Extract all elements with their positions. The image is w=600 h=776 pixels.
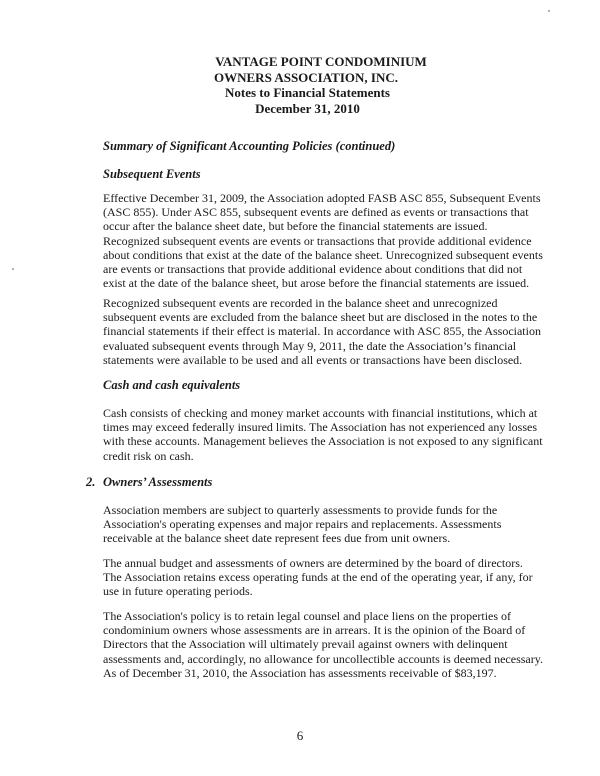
scan-speck <box>548 10 550 12</box>
paragraph-text: Recognized subsequent events are recorded in the balance sheet and unrecognized subsequent events are excluded from the balance sheet but are disclosed in the notes to the financial statements if their effect is material. In accordance with ASC 855, the Association evaluated subsequent events through May 9, 2011, the date the Association’s financial statements were available to be used and all events or transactions have been disclosed. <box>103 296 541 367</box>
document-header <box>0 54 600 116</box>
statement-date: December 31, 2010 <box>255 100 360 116</box>
paragraph-text: Cash consists of checking and money market accounts with financial institutions, which at times may exceed federally insured limits. The Association has not experienced any losses with these accounts. Management believes the Association is not exposed to any significant credit risk on cash. <box>103 406 543 463</box>
owners-paragraph-3 <box>103 609 543 680</box>
paragraph-text: Association members are subject to quarterly assessments to provide funds for the Association's operating expenses and major repairs and replacements. Assessments receivable at the balance sheet date represent fees due from unit owners. <box>103 503 502 546</box>
owners-assessments-heading: Owners’ Assessments <box>103 475 213 489</box>
owners-paragraph-2 <box>103 556 543 599</box>
summary-heading: Summary of Significant Accounting Policies (continued) <box>103 139 396 153</box>
subsequent-events-heading: Subsequent Events <box>103 167 201 181</box>
scan-speck <box>12 268 14 270</box>
cash-paragraph <box>103 406 543 463</box>
org-name-line1: VANTAGE POINT CONDOMINIUM <box>215 54 427 69</box>
statement-title: Notes to Financial Statements <box>224 85 390 100</box>
owners-paragraph-1 <box>103 503 543 546</box>
section-number: 2. <box>86 475 96 489</box>
subsequent-events-paragraph-1 <box>103 191 543 290</box>
org-name-line2: OWNERS ASSOCIATION, INC. <box>214 69 398 85</box>
paragraph-text: Effective December 31, 2009, the Association adopted FASB ASC 855, Subsequent Events (ASC 855). Under ASC 855, subsequent events are defined as events or transactions that occur after the balance sheet date, but before the financial statements are issued. Recognized subsequent events are events or transactions that provide additional evidence about conditions that exist at the date of the balance sheet. Unrecognized subsequent events are events or transactions that provide additional evidence about conditions that did not exist at the date of the balance sheet, but arose before the financial statements are issued. <box>103 191 543 291</box>
cash-heading: Cash and cash equivalents <box>103 378 241 392</box>
page-number: 6 <box>296 728 304 743</box>
paragraph-text: The Association's policy is to retain legal counsel and place liens on the properties of condominium owners whose assessments are in arrears. It is the opinion of the Board of Directors that the Association will ultimately prevail against owners with delinquent assessments and, accordingly, no allowance for uncollectible accounts is deemed necessary. As of December 31, 2010, the Association has assessments receivable of $83,197. <box>103 609 543 680</box>
subsequent-events-paragraph-2 <box>103 296 543 367</box>
paragraph-text: The annual budget and assessments of owners are determined by the board of directors. The Association retains excess operating funds at the end of the operating year, if any, for use in future operating periods. <box>103 556 533 599</box>
